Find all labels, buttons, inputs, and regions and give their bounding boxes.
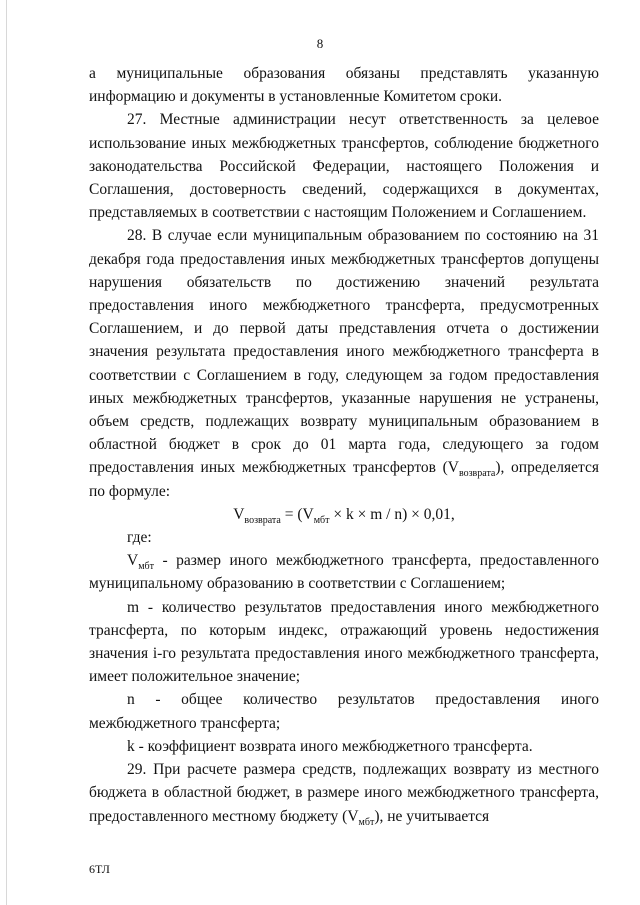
paragraph-27: 27. Местные администрации несут ответственность за целевое использование иных межбюджетных трансфертов, соблюдение бюджетного законодательства Российской Федерации, настоящего Положения и Соглашения, достоверность сведений, содержащихся в документах, представляемых в соответствии с настоящим Положением и Соглашением. [89,111,599,222]
scan-edge-line [6,0,7,905]
page-number: 8 [316,36,324,51]
definition-k: k - коэффициент возврата иного межбюджетного трансферта. [127,737,533,755]
definition-sub-mbt: мбт [138,561,154,573]
formula-v: V [233,505,245,523]
definition-v-mbt [89,549,599,595]
paragraph-29-tail: ), не учитывается [374,807,490,825]
paragraph-continuation: а муниципальные образования обязаны представлять указанную информацию и документы в установленные Комитетом сроки. [89,65,599,106]
formula-sub-mbt: мбт [313,514,330,526]
paragraph-29-sub-mbt: мбт [358,816,375,828]
formula-rest: × k × m / n) × 0,01, [329,505,455,523]
paragraph-29 [89,758,599,828]
definition-v-symbol: V [127,552,139,570]
paragraph-29-text: 29. При расчете размера средств, подлежащих возврату из местного бюджета в областной бюджет, в размере иного межбюджетного трансферта, предоставленного местному бюджету (V [89,761,599,825]
subscript-vozvrata: возврата [458,468,496,480]
formula-sub-vozvrata: возврата [244,514,281,526]
paragraph-28-text: 28. В случае если муниципальным образованием по состоянию на 31 декабря года предоставления иных межбюджетных трансфертов допущены нарушения обязательств по достижению значений результата предоставления иного межбюджетного трансферта, предусмотренных Соглашением, и до первой даты представления отчета о достижении значения результата предоставления иного межбюджетного трансферта в соответствии с Соглашением в году, следующем за годом предоставления иных межбюджетных трансфертов, указанные нарушения не устранены, объем средств, подлежащих возврату муниципальным образованием в областной бюджет в срок до 01 марта года, следующего за годом предоставления иных межбюджетных трансфертов (V [89,227,599,477]
formula [89,503,599,526]
document-body [89,62,599,828]
where-label: где: [127,529,152,547]
footer-code: 6ТЛ [89,862,110,876]
formula-eq: = (V [280,505,314,523]
paragraph-28 [89,224,599,502]
definition-v-text: - размер иного межбюджетного трансферта, предоставленного муниципальному образованию в соответствии с Соглашением; [89,552,599,593]
paragraph-28-tail: ), определяется по формуле: [89,459,599,500]
definition-n: n - общее количество результатов предоставления иного межбюджетного трансферта; [89,691,599,732]
definition-m: m - количество результатов предоставления иного межбюджетного трансферта, по которым индекс, отражающий уровень недостижения значения i-го результата предоставления иного межбюджетного трансферта, имеет положительное значение; [89,598,599,686]
